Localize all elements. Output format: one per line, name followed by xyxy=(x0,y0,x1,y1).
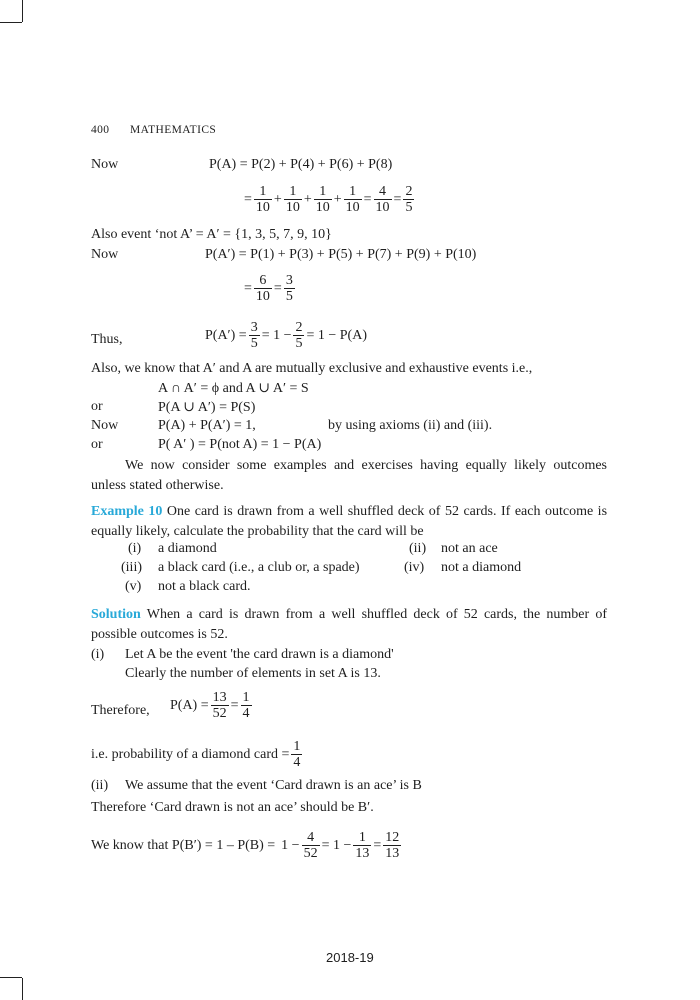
crop-mark xyxy=(22,978,23,1000)
pa-sum-expression: P(A) = P(2) + P(4) + P(6) + P(8) xyxy=(209,157,393,172)
pa-complement-expression: P(A′) = P(1) + P(3) + P(5) + P(7) + P(9) + P(10) xyxy=(205,247,477,262)
diamond-probability: P(A) = $\frac{13}{52}$ = $\frac{1}{4}$ xyxy=(170,690,250,721)
intersection-union-line: A ∩ A′ = ϕ and A ∪ A′ = S xyxy=(158,381,309,396)
fraction: $\frac{1}{10}$ xyxy=(255,184,270,215)
solution-paragraph xyxy=(91,605,607,644)
pa-complement-value: = $\frac{6}{10}$ = $\frac{3}{5}$ xyxy=(244,273,293,304)
fraction: $\frac{12}{13}$ xyxy=(385,830,400,861)
fraction: $\frac{1}{4}$ xyxy=(293,739,301,770)
example-item-num: (v) xyxy=(125,579,142,594)
example-10-paragraph xyxy=(91,502,607,541)
running-header xyxy=(91,124,216,136)
complement-formula: P( A′ ) = P(not A) = 1 − P(A) xyxy=(158,437,322,452)
example-item-text: a black card (i.e., a club or, a spade) xyxy=(158,560,360,575)
fraction: $\frac{1}{10}$ xyxy=(345,184,360,215)
axioms-note: by using axioms (ii) and (iii). xyxy=(328,418,493,433)
fraction: $\frac{1}{10}$ xyxy=(315,184,330,215)
fraction: $\frac{13}{52}$ xyxy=(212,690,227,721)
example-item-num: (iii) xyxy=(121,560,142,575)
fraction: $\frac{1}{13}$ xyxy=(355,830,370,861)
part-i-num: (i) xyxy=(91,647,105,662)
union-probability: P(A ∪ A′) = P(S) xyxy=(158,400,256,415)
thus-label: Thus, xyxy=(91,332,123,347)
fraction: $\frac{1}{10}$ xyxy=(285,184,300,215)
solution-text: When a card is drawn from a well shuffled deck of 52 cards, the number of possible outcomes is 52. xyxy=(91,607,608,642)
fraction: $\frac{6}{10}$ xyxy=(255,273,270,304)
mutually-exclusive-line: Also, we know that A′ and A are mutually exclusive and exhaustive events i.e., xyxy=(91,361,533,376)
example-text: One card is drawn from a well shuffled deck of 52 cards. If each outcome is equally likely, calculate the probability that the card will be xyxy=(91,504,608,539)
fraction: $\frac{2}{5}$ xyxy=(405,184,413,215)
consider-paragraph: We now consider some examples and exercises having equally likely outcomes unless stated otherwise. xyxy=(91,458,607,493)
fraction: $\frac{1}{4}$ xyxy=(242,690,250,721)
therefore-not-ace: Therefore ‘Card drawn is not an ace’ should be B′. xyxy=(91,800,374,815)
now-label-2: Now xyxy=(91,247,119,262)
example-item-text: not a diamond xyxy=(441,560,522,575)
example-item-text: not a black card. xyxy=(158,579,251,594)
crop-mark xyxy=(0,22,22,23)
example-item-text: not an ace xyxy=(441,541,498,556)
page-number: 400 xyxy=(91,124,110,136)
therefore-label: Therefore, xyxy=(91,703,150,718)
diamond-card-line: i.e. probability of a diamond card = $\frac{1}{4}$ xyxy=(91,739,301,770)
crop-mark xyxy=(0,977,22,978)
now-label-3: Now xyxy=(91,418,119,433)
not-ace-probability: We know that P(B′) = 1 – P(B) = 1 − $\frac{4}{52}$ = 1 − $\frac{1}{13}$ = $\frac{12}{13}$ xyxy=(91,830,400,861)
example-item-num: (i) xyxy=(128,541,142,556)
example-item-num: (iv) xyxy=(404,560,425,575)
thus-equation: P(A′) = $\frac{3}{5}$ = 1 − $\frac{2}{5}$ = 1 − P(A) xyxy=(205,320,367,351)
part-ii-text: We assume that the event ‘Card drawn is an ace’ is B xyxy=(125,778,422,793)
complement-event-line: Also event ‘not A’ = A′ = {1, 3, 5, 7, 9, 10} xyxy=(91,227,332,242)
fraction: $\frac{4}{10}$ xyxy=(375,184,390,215)
solution-label: Solution xyxy=(91,607,141,622)
example-item-text: a diamond xyxy=(158,541,217,556)
now-label-1: Now xyxy=(91,157,119,172)
fraction: $\frac{3}{5}$ xyxy=(285,273,293,304)
crop-mark xyxy=(22,0,23,22)
part-i-text: Let A be the event 'the card drawn is a diamond' xyxy=(125,647,394,662)
part-i-clearly: Clearly the number of elements in set A is 13. xyxy=(125,666,381,681)
footer-year: 2018-19 xyxy=(326,950,374,965)
book-title: MATHEMATICS xyxy=(130,124,217,136)
part-ii-num: (ii) xyxy=(91,778,109,793)
fraction: $\frac{2}{5}$ xyxy=(295,320,303,351)
sum-equals-one: P(A) + P(A′) = 1, xyxy=(158,418,256,433)
example-label: Example 10 xyxy=(91,504,163,519)
or-label-1: or xyxy=(91,399,103,414)
example-item-num: (ii) xyxy=(409,541,427,556)
or-label-2: or xyxy=(91,437,103,452)
fraction: $\frac{4}{52}$ xyxy=(303,830,318,861)
pa-fraction-sum: = $\frac{1}{10}$ + $\frac{1}{10}$ + $\frac{1}{10}$ + $\frac{1}{10}$ = $\frac{4}{10}$ = $\frac{2}{5}$ xyxy=(244,184,413,215)
fraction: $\frac{3}{5}$ xyxy=(250,320,258,351)
